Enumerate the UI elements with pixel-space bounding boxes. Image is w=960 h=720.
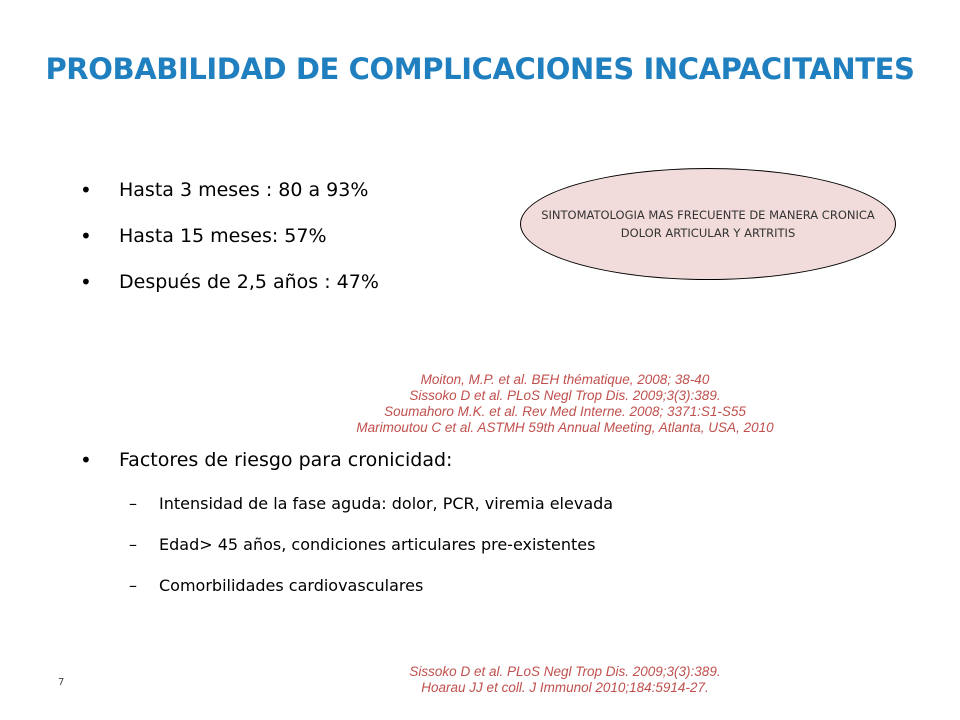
reference-line: Marimoutou C et al. ASTMH 59th Annual Meeting, Atlanta, USA, 2010 — [356, 420, 774, 435]
reference-line: Sissoko D et al. PLoS Negl Trop Dis. 2009;3(3):389. — [409, 664, 721, 679]
callout-text — [500, 206, 916, 242]
risk-item: – Comorbilidades cardiovasculares — [80, 574, 613, 598]
reference-line: Moiton, M.P. et al. BEH thématique, 2008; 38-40 — [420, 372, 710, 387]
reference-line: Soumahoro M.K. et al. Rev Med Interne. 2008; 3371:S1-S55 — [384, 404, 746, 419]
risk-item: – Edad> 45 años, condiciones articulares pre-existentes — [80, 533, 613, 557]
slide-number: 7 — [58, 677, 65, 688]
reference-line: Hoarau JJ et coll. J Immunol 2010;184:5914-27. — [421, 680, 709, 695]
risk-factors-section — [80, 446, 613, 615]
callout-line-1: SINTOMATOLOGIA MAS FRECUENTE DE MANERA CRONICA — [541, 208, 875, 222]
references-block-2 — [230, 664, 900, 696]
risk-item: – Intensidad de la fase aguda: dolor, PCR, viremia elevada — [80, 492, 613, 516]
duration-bullet-list — [80, 176, 379, 314]
slide-title: PROBABILIDAD DE COMPLICACIONES INCAPACITANTES — [45, 52, 915, 86]
bullet-item: • Hasta 15 meses: 57% — [80, 222, 379, 250]
references-block-1 — [230, 372, 900, 436]
callout-line-2: DOLOR ARTICULAR Y ARTRITIS — [620, 226, 796, 240]
reference-line: Sissoko D et al. PLoS Negl Trop Dis. 2009;3(3):389. — [409, 388, 721, 403]
bullet-item: • Hasta 3 meses : 80 a 93% — [80, 176, 379, 204]
bullet-item: • Después de 2,5 años : 47% — [80, 268, 379, 296]
risk-heading: • Factores de riesgo para cronicidad: — [80, 446, 613, 474]
